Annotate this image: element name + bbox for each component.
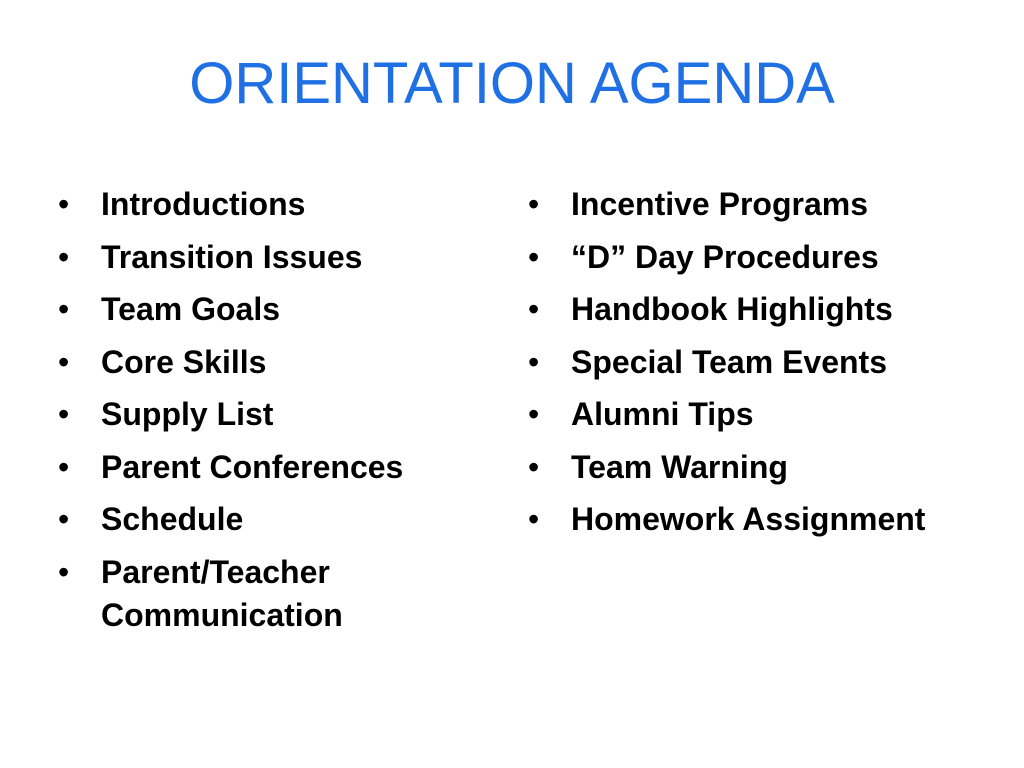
bullet-icon: • <box>58 448 70 485</box>
bullet-icon: • <box>58 501 70 537</box>
bullet-icon: • <box>528 186 540 222</box>
bullet-icon: • <box>58 291 70 327</box>
agenda-item <box>56 446 496 489</box>
agenda-item <box>56 288 496 331</box>
agenda-item-label: Special Team Events <box>571 343 887 380</box>
bullet-icon: • <box>528 448 540 485</box>
agenda-item-label: Introductions <box>101 186 306 222</box>
agenda-item-label: Alumni Tips <box>571 396 754 432</box>
agenda-item-label: Core Skills <box>101 343 267 380</box>
agenda-item-label: Transition Issues <box>101 238 363 275</box>
agenda-item-label: Team Warning <box>571 448 788 485</box>
agenda-item-label: Incentive Programs <box>571 186 868 222</box>
agenda-item <box>56 551 496 637</box>
agenda-item-label: Team Goals <box>101 291 281 327</box>
agenda-item-label: Handbook Highlights <box>571 291 893 327</box>
bullet-icon: • <box>58 238 70 275</box>
bullet-icon: • <box>58 186 70 222</box>
agenda-item-label: Homework Assignment <box>571 501 926 537</box>
agenda-item-label: Supply List <box>101 396 274 432</box>
agenda-list-right <box>526 183 996 551</box>
agenda-item <box>526 393 996 436</box>
bullet-icon: • <box>528 238 540 275</box>
bullet-icon: • <box>58 396 70 432</box>
agenda-item <box>56 236 496 279</box>
agenda-item <box>526 341 996 384</box>
agenda-item <box>56 183 496 226</box>
bullet-icon: • <box>528 396 540 432</box>
agenda-list-left <box>56 183 496 646</box>
agenda-item-label: Parent/Teacher Communication <box>101 553 343 633</box>
agenda-item <box>526 288 996 331</box>
agenda-item-label: Parent Conferences <box>101 448 404 485</box>
agenda-item <box>526 236 996 279</box>
bullet-icon: • <box>58 343 70 380</box>
agenda-item-label: Schedule <box>101 501 244 537</box>
agenda-item-label: “D” Day Procedures <box>571 238 879 275</box>
agenda-item <box>56 498 496 541</box>
agenda-item <box>56 393 496 436</box>
agenda-item <box>526 446 996 489</box>
bullet-icon: • <box>528 501 540 537</box>
bullet-icon: • <box>528 343 540 380</box>
agenda-item <box>526 183 996 226</box>
slide-title: ORIENTATION AGENDA <box>189 51 835 116</box>
agenda-item <box>526 498 996 541</box>
bullet-icon: • <box>528 291 540 327</box>
agenda-item <box>56 341 496 384</box>
bullet-icon: • <box>58 553 70 590</box>
